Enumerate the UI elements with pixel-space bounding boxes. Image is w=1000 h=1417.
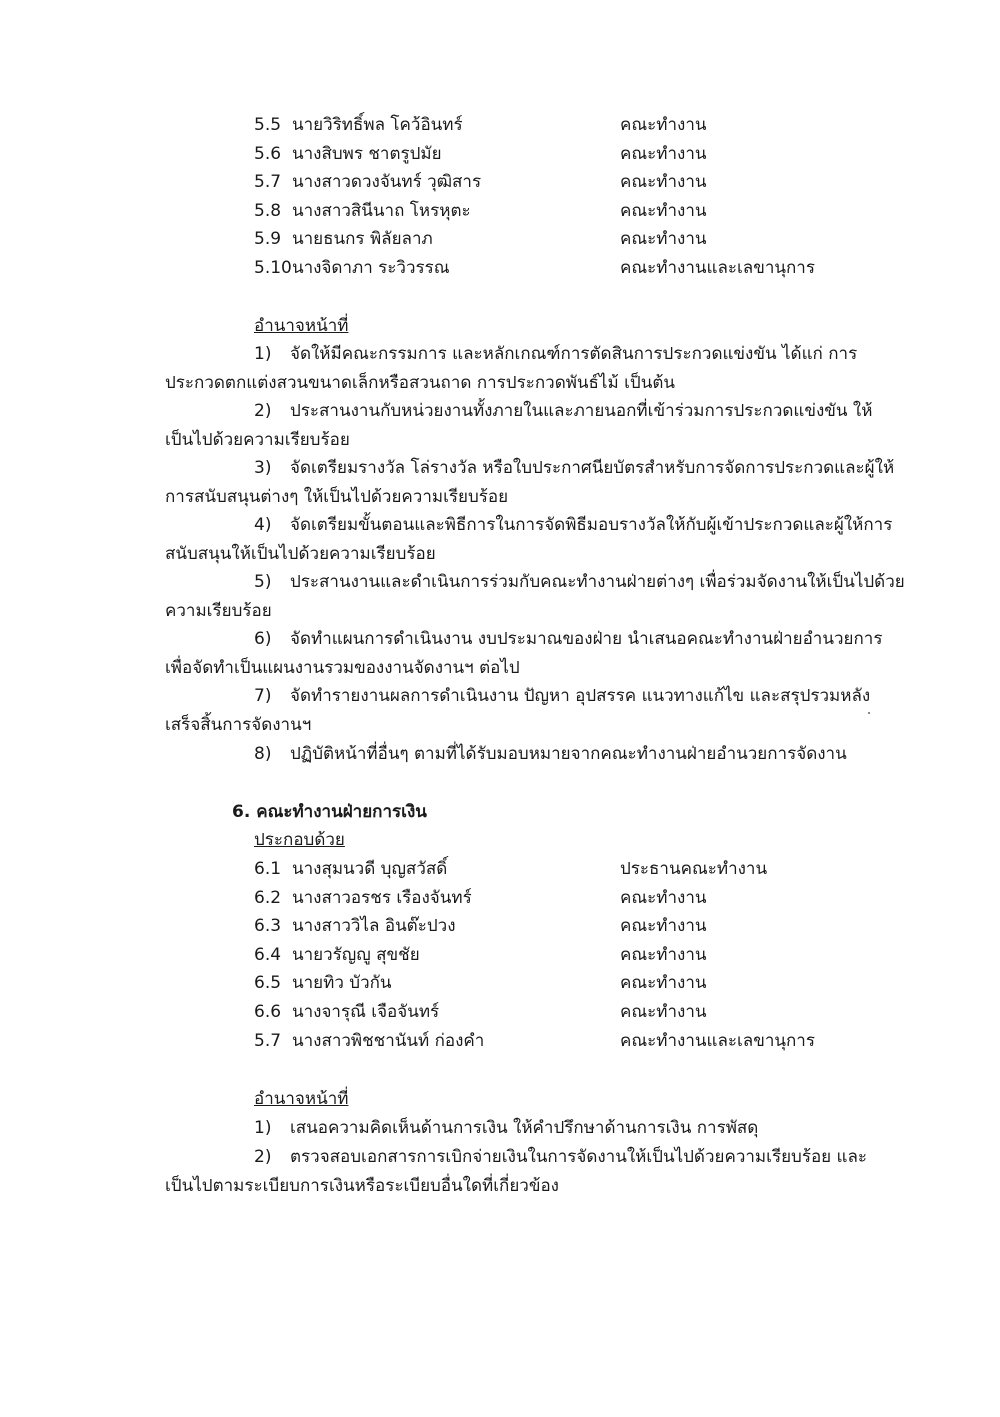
member-number: 5.8 xyxy=(254,201,282,221)
member-name: นายวรัญญู สุขชัย xyxy=(292,945,420,965)
member-name: นางสาววิไล อินต๊ะปวง xyxy=(292,916,456,936)
duty-text-continued: การสนับสนุนต่างๆ ให้เป็นไปด้วยความเรียบร้อย xyxy=(165,487,509,507)
member-role: คณะทำงาน xyxy=(620,172,707,192)
member-number: 5.5 xyxy=(254,115,282,135)
section-heading: 6. คณะทำงานฝ่ายการเงิน xyxy=(232,802,427,822)
member-role: คณะทำงาน xyxy=(620,1002,707,1022)
member-role: คณะทำงาน xyxy=(620,916,707,936)
duty-number: 4) xyxy=(254,515,272,535)
member-name: นางสุมนวดี บุญสวัสดิ์ xyxy=(292,859,448,879)
member-role: คณะทำงาน xyxy=(620,115,707,135)
duty-number: 8) xyxy=(254,744,272,764)
member-name: นางสาวดวงจันทร์ วุฒิสาร xyxy=(292,172,482,192)
duty-text: จัดทำแผนการดำเนินงาน งบประมาณของฝ่าย นำเสนอคณะทำงานฝ่ายอำนวยการ xyxy=(290,629,883,649)
member-number: 6.5 xyxy=(254,973,282,993)
duty-text: จัดเตรียมรางวัล โล่รางวัล หรือใบประกาศนียบัตรสำหรับการจัดการประกวดและผู้ให้ xyxy=(290,458,895,478)
member-role: คณะทำงาน xyxy=(620,201,707,221)
member-name: นายวิริทธิ์พล โคว้อินทร์ xyxy=(292,115,463,135)
member-role: คณะทำงาน xyxy=(620,229,707,249)
duties-heading: อำนาจหน้าที่ xyxy=(254,1089,349,1109)
duty-text-continued: สนับสนุนให้เป็นไปด้วยความเรียบร้อย xyxy=(165,544,436,564)
duty-text: ตรวจสอบเอกสารการเบิกจ่ายเงินในการจัดงานให้เป็นไปด้วยความเรียบร้อย และ xyxy=(290,1147,868,1167)
duty-number: 7) xyxy=(254,686,272,706)
duty-text-continued: ความเรียบร้อย xyxy=(165,601,272,621)
member-number: 5.9 xyxy=(254,229,282,249)
duty-text: จัดให้มีคณะกรรมการ และหลักเกณฑ์การตัดสินการประกวดแข่งขัน ได้แก่ การ xyxy=(290,344,858,364)
duty-text-continued: เป็นไปตามระเบียบการเงินหรือระเบียบอื่นใดที่เกี่ยวข้อง xyxy=(165,1176,559,1196)
member-number: 5.7 xyxy=(254,1031,282,1051)
duty-number: 3) xyxy=(254,458,272,478)
member-role: ประธานคณะทำงาน xyxy=(620,859,768,879)
duty-text: ประสานงานและดำเนินการร่วมกับคณะทำงานฝ่ายต่างๆ เพื่อร่วมจัดงานให้เป็นไปด้วย xyxy=(290,572,905,592)
member-name: นายทิว บัวกัน xyxy=(292,973,392,993)
member-number: 5.7 xyxy=(254,172,282,192)
scan-speck xyxy=(868,712,870,714)
duty-text: ปฏิบัติหน้าที่อื่นๆ ตามที่ได้รับมอบหมายจากคณะทำงานฝ่ายอำนวยการจัดงาน xyxy=(290,744,847,764)
member-role: คณะทำงาน xyxy=(620,888,707,908)
member-name: นายธนกร พิลัยลาภ xyxy=(292,229,433,249)
duty-number: 1) xyxy=(254,1118,272,1138)
duty-number: 6) xyxy=(254,629,272,649)
member-number: 6.2 xyxy=(254,888,282,908)
duty-text-continued: เพื่อจัดทำเป็นแผนงานรวมของงานจัดงานฯ ต่อไป xyxy=(165,658,520,678)
member-name: นางสาวพิชชานันท์ ก่องคำ xyxy=(292,1031,485,1051)
duty-text-continued: เสร็จสิ้นการจัดงานฯ xyxy=(165,715,312,735)
member-number: 6.4 xyxy=(254,945,282,965)
member-number: 5.10 xyxy=(254,258,292,278)
member-role: คณะทำงานและเลขานุการ xyxy=(620,258,815,278)
member-name: นางสาวสินีนาถ โหรหุตะ xyxy=(292,201,471,221)
duties-heading: อำนาจหน้าที่ xyxy=(254,316,349,336)
duty-number: 1) xyxy=(254,344,272,364)
duty-text: ประสานงานกับหน่วยงานทั้งภายในและภายนอกที่เข้าร่วมการประกวดแข่งขัน ให้ xyxy=(290,401,873,421)
duty-number: 2) xyxy=(254,401,272,421)
member-number: 6.1 xyxy=(254,859,282,879)
member-role: คณะทำงานและเลขานุการ xyxy=(620,1031,815,1051)
member-role: คณะทำงาน xyxy=(620,144,707,164)
duty-text: เสนอความคิดเห็นด้านการเงิน ให้คำปรึกษาด้านการเงิน การพัสดุ xyxy=(290,1118,759,1138)
member-number: 5.6 xyxy=(254,144,282,164)
member-name: นางจิดาภา ระวิวรรณ xyxy=(292,258,450,278)
member-name: นางสิบพร ชาตรูปมัย xyxy=(292,144,442,164)
member-role: คณะทำงาน xyxy=(620,973,707,993)
member-number: 6.3 xyxy=(254,916,282,936)
member-name: นางสาวอรชร เรืองจันทร์ xyxy=(292,888,472,908)
duty-text: จัดเตรียมขั้นตอนและพิธีการในการจัดพิธีมอบรางวัลให้กับผู้เข้าประกวดและผู้ให้การ xyxy=(290,515,893,535)
duty-text: จัดทำรายงานผลการดำเนินงาน ปัญหา อุปสรรค แนวทางแก้ไข และสรุปรวมหลัง xyxy=(290,686,871,706)
composed-of-label: ประกอบด้วย xyxy=(254,830,345,850)
duty-text-continued: เป็นไปด้วยความเรียบร้อย xyxy=(165,430,350,450)
duty-text-continued: ประกวดตกแต่งสวนขนาดเล็กหรือสวนถาด การประกวดพันธ์ไม้ เป็นต้น xyxy=(165,373,675,393)
duty-number: 2) xyxy=(254,1147,272,1167)
member-role: คณะทำงาน xyxy=(620,945,707,965)
member-number: 6.6 xyxy=(254,1002,282,1022)
duty-number: 5) xyxy=(254,572,272,592)
member-name: นางจารุณี เจือจันทร์ xyxy=(292,1002,440,1022)
